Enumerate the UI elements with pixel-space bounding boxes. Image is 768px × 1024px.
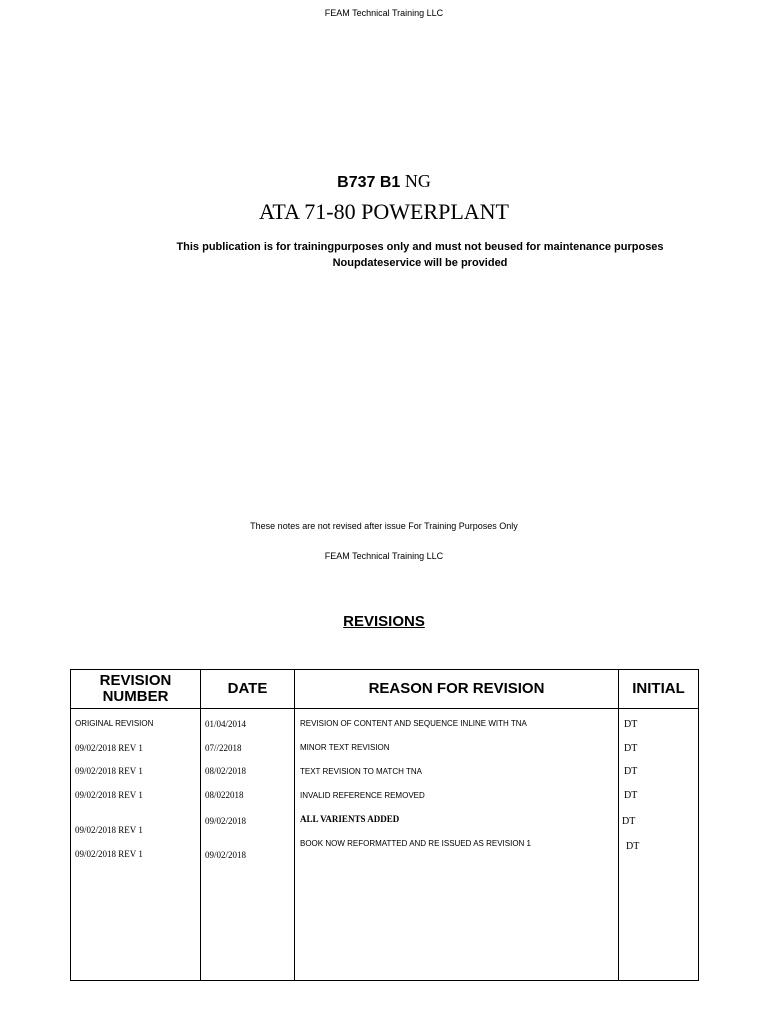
row-1-initial: DT <box>624 719 638 730</box>
row-2-number: 09/02/2018 REV 1 <box>75 743 143 753</box>
header-initial: INITIAL <box>632 680 685 697</box>
row-6-reason: BOOK NOW REFORMATTED AND RE ISSUED AS REVISION 1 <box>300 839 531 848</box>
row-4-reason: INVALID REFERENCE REMOVED <box>300 791 425 800</box>
aircraft-title <box>0 171 768 192</box>
row-5-number: 09/02/2018 REV 1 <box>75 825 143 835</box>
aircraft-variant: NG <box>404 171 431 191</box>
row-3-date: 08/02/2018 <box>205 766 247 776</box>
row-3-number: 09/02/2018 REV 1 <box>75 766 143 776</box>
row-1-number: ORIGINAL REVISION <box>75 719 154 728</box>
row-2-reason: MINOR TEXT REVISION <box>300 743 390 752</box>
aircraft-model: B737 B1 <box>337 174 401 191</box>
header-reason: REASON FOR REVISION <box>368 680 545 697</box>
row-5-initial: DT <box>622 816 636 827</box>
row-3-initial: DT <box>624 766 638 777</box>
header-date: DATE <box>227 680 268 697</box>
header-organization: FEAM Technical Training LLC <box>324 8 444 18</box>
row-4-number: 09/02/2018 REV 1 <box>75 790 143 800</box>
row-3-reason: TEXT REVISION TO MATCH TNA <box>300 767 422 776</box>
footer-organization: FEAM Technical Training LLC <box>324 551 444 561</box>
column-divider <box>618 670 619 980</box>
row-1-reason: REVISION OF CONTENT AND SEQUENCE INLINE WITH TNA <box>300 719 527 728</box>
row-4-initial: DT <box>624 790 638 801</box>
notice-line-1: This publication is for trainingpurposes only and must not beused for maintenance purposes <box>176 241 664 253</box>
notice-line-2: Noupdateservice will be provided <box>332 257 508 269</box>
revision-notes: These notes are not revised after issue For Training Purposes Only <box>250 521 518 531</box>
row-6-number: 09/02/2018 REV 1 <box>75 849 143 859</box>
header-divider <box>71 708 698 709</box>
row-6-date: 09/02/2018 <box>205 850 247 860</box>
row-5-date: 09/02/2018 <box>205 816 247 826</box>
column-divider <box>294 670 295 980</box>
revisions-heading: REVISIONS <box>343 613 425 630</box>
row-2-date: 07//22018 <box>205 743 242 753</box>
row-1-date: 01/04/2014 <box>205 719 247 729</box>
row-4-date: 08/022018 <box>205 790 244 800</box>
header-revision-number: REVISION NUMBER <box>99 672 172 705</box>
revisions-table <box>70 669 699 981</box>
column-divider <box>200 670 201 980</box>
subject-title: ATA 71-80 POWERPLANT <box>258 199 509 224</box>
row-2-initial: DT <box>624 743 638 754</box>
row-5-reason: ALL VARIENTS ADDED <box>300 814 400 824</box>
row-6-initial: DT <box>626 841 640 852</box>
